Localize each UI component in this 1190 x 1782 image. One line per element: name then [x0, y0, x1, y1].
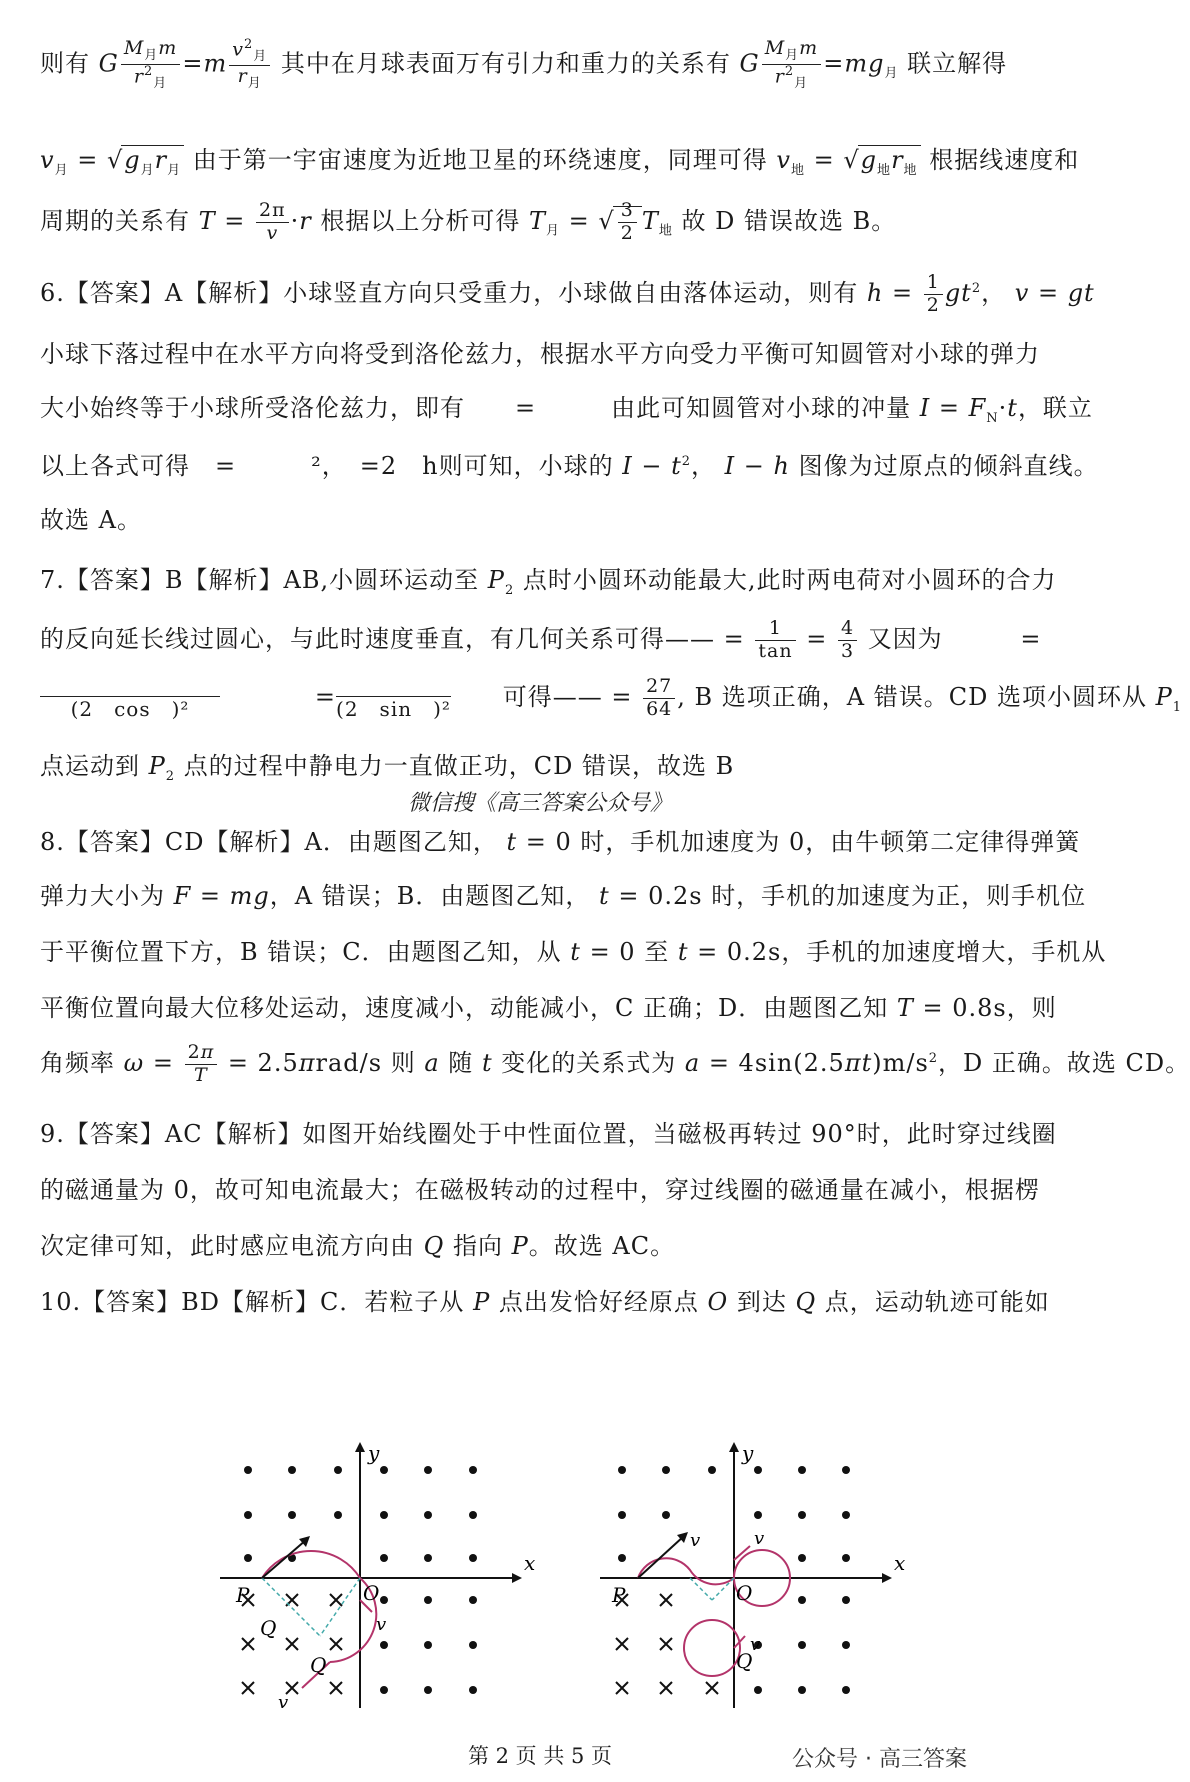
q9-line-1 [40, 1114, 1057, 1149]
text: 的磁通量为 0，故可知电流最大；在磁极转动的过程中，穿过线圈的磁通量在减小，根据楞 [40, 1176, 1040, 1204]
text: 弹力大小为 [40, 882, 165, 910]
text: ，手机的加速度增大，手机从 [781, 938, 1107, 966]
q6-line-5 [40, 500, 1050, 535]
text: 点的过程中静电力一直做正功，CD 错误，故选 B [183, 752, 735, 780]
center-q-label: Q [260, 1616, 277, 1640]
text: 故选 A。 [40, 506, 142, 534]
text: 。故选 AC。 [528, 1232, 676, 1260]
formula: $\frac{v^2_月}{r_月}$ [229, 38, 270, 92]
line-3: 周期的关系有 T = $\frac{2\pi}{v}$ ·r 根据以上分析可得 $T_月$ = √ $\frac{3}{2}$ $T_地$ 故 D 错误故选 B。 [40, 199, 897, 244]
text: 根据以上分析可得 [320, 206, 521, 235]
text: 图像为过原点的倾斜直线。 [798, 452, 1099, 480]
y-axis-label: y [742, 1441, 754, 1465]
q6-line-3: 大小始终等于小球所受洛伦兹力，即有 = 由此可知圆管对小球的冲量 $I = F_N\cdot t$，联立 [40, 394, 1093, 426]
line-2: $v_月 = √g_月r_月$ 由于第一宇宙速度为近地卫星的环绕速度，同理可得 $v_地 = √g_地r_地$ 根据线速度和 [40, 146, 1080, 178]
text: 点运动到 [40, 752, 140, 780]
q8-line-3: 于平衡位置下方，B 错误；C．由题图乙知，从 t = 0 至 t = 0.2s，手机的加速度增大，手机从 [40, 938, 1107, 966]
text: ，D 正确。故选 CD。 [938, 1048, 1190, 1077]
trajectory-diagram-left [220, 1440, 540, 1713]
text: 由于第一宇宙速度为近地卫星的环绕速度，同理可得 [192, 146, 768, 174]
text: ，则 [1006, 994, 1057, 1022]
q7-line-1: 7.【答案】B【解析】AB,小圆环运动至 $P_2$ 点时小圆环动能最大,此时两电荷对小圆环的合力 [40, 566, 1057, 598]
text: 大小始终等于小球所受洛伦兹力，即有 = 由此可知圆管对小球的冲量 [40, 394, 912, 422]
text: 联立解得 [907, 49, 1008, 78]
text: 变化的关系式为 [501, 1048, 677, 1077]
text: 则有 [40, 49, 90, 78]
text: 故 D 错误故选 B。 [681, 206, 897, 235]
text: 可得—— [502, 683, 603, 711]
q8-line-5: 角频率 ω = $\frac{2\pi}{T}$ = 2.5πrad/s 则 a 随 t 变化的关系式为 $a = 4\sin(2.5\pi t)m/s^2$，D 正确。故选 CD。 [40, 1041, 1190, 1086]
velocity-label: v [690, 1530, 701, 1551]
formula: $\frac{M_月m}{r^2_月}$ [762, 38, 822, 92]
text: 根据线速度和 [929, 146, 1080, 174]
text: 次定律可知，此时感应电流方向由 [40, 1232, 415, 1260]
text: (2 cos )² [70, 697, 190, 721]
x-axis-label: x [894, 1551, 906, 1575]
site-stamp-logo [930, 1700, 1070, 1780]
text: 小球下落过程中在水平方向将受到洛伦兹力，根据水平方向受力平衡可知圆管对小球的弹力 [40, 340, 1040, 368]
velocity-label: v [754, 1528, 765, 1549]
q7-line-3: (2 cos )² = (2 sin )² 可得—— = $\frac{27}{64}$ , B 选项正确，A 错误。CD 选项小圆环从 $P_1$ [40, 676, 1050, 721]
text: B 选项正确，A 错误。CD 选项小圆环从 [694, 683, 1147, 711]
line-1: 则有 G $\frac{M_月m}{r^2_月}$ =m $\frac{v^2_月}{r_月}$ 其中在月球表面万有引力和重力的关系有 G $\frac{M_月m}{r^2_月}$ $=mg_月$ 联立解得 [40, 37, 1008, 91]
q6-line-2 [40, 334, 1050, 369]
text: 点出发恰好经原点 [498, 1288, 699, 1316]
q6-line-1: 6.【答案】A【解析】小球竖直方向只受重力，小球做自由落体运动，则有 h = $\frac{1}{2}$ $gt^2$， v = gt [40, 271, 1095, 316]
q8-line-1: 8.【答案】CD【解析】A．由题图乙知， t = 0 时，手机加速度为 0，由牛顿第二定律得弹簧 [40, 828, 1081, 856]
point-o-label: O [363, 1581, 380, 1605]
text: 到达 [736, 1288, 787, 1316]
text: 于平衡位置下方，B 错误；C．由题图乙知，从 [40, 938, 562, 966]
point-p-label: P [236, 1583, 250, 1607]
point-o-label: O [736, 1581, 753, 1605]
text: (2 sin )² [336, 697, 451, 721]
text: 点，运动轨迹可能如 [824, 1288, 1050, 1316]
text: ，联立 [1017, 394, 1093, 422]
q9-line-2 [40, 1170, 1050, 1205]
q7-line-4: 点运动到 $P_2$ 点的过程中静电力一直做正功，CD 错误，故选 B [40, 752, 735, 784]
text: ，A 错误；B．由题图乙知， [269, 882, 591, 910]
text: 角频率 [40, 1048, 115, 1077]
velocity-label: v [278, 1692, 289, 1713]
page-footer: 第 2 页 共 5 页 [467, 1744, 613, 1768]
text: 的反向延长线过圆心，与此时速度垂直，有几何关系可得—— [40, 624, 715, 653]
text: 又因为 [867, 624, 943, 653]
velocity-label: v [750, 1634, 761, 1655]
q8-line-2: 弹力大小为 F = mg，A 错误；B．由题图乙知， t = 0.2s 时，手机的加速度为正，则手机位 [40, 882, 1087, 910]
point-q-label: Q [310, 1653, 327, 1677]
text: 时，手机加速度为 0，由牛顿第二定律得弹簧 [580, 828, 1081, 856]
watermark-text: 微信搜《高三答案公众号》 [407, 791, 672, 816]
wechat-account-label: 公众号 · 高三答案 [792, 1747, 967, 1772]
text: 点时小圆环动能最大,此时两电荷对小圆环的合力 [522, 566, 1057, 594]
q7-line-2: 的反向延长线过圆心，与此时速度垂直，有几何关系可得—— = $\frac{1}{\tan}$ = $\frac{4}{3}$ 又因为 = [40, 617, 1042, 662]
velocity-label: v [376, 1614, 387, 1635]
text: 9.【答案】AC【解析】如图开始线圈处于中性面位置，当磁极再转过 90°时，此时穿过线圈 [40, 1120, 1057, 1148]
q6-line-4: 以上各式可得 = ²， =2 h则可知，小球的 $I - t^2$， I − h 图像为过原点的倾斜直线。 [40, 452, 1099, 480]
y-axis-label: y [368, 1441, 380, 1465]
text: 8.【答案】CD【解析】A．由题图乙知， [40, 828, 498, 856]
q10-line-1: 10.【答案】BD【解析】C．若粒子从 P 点出发恰好经原点 O 到达 Q 点，运动轨迹可能如 [40, 1288, 1050, 1316]
text: 其中在月球表面万有引力和重力的关系有 [280, 49, 731, 78]
text: 指向 [452, 1232, 503, 1260]
trajectory-diagram-right [600, 1440, 920, 1710]
text: 则 [390, 1048, 416, 1077]
q8-line-4: 平衡位置向最大位移处运动，速度减小，动能减小，C 正确；D．由题图乙知 T = 0.8s，则 [40, 994, 1057, 1022]
text: 时，手机的加速度为正，则手机位 [711, 882, 1087, 910]
text: 10.【答案】BD【解析】C．若粒子从 [40, 1288, 465, 1316]
text: 平衡位置向最大位移处运动，速度减小，动能减小，C 正确；D．由题图乙知 [40, 994, 889, 1022]
formula: $\frac{M_月m}{r^2_月}$ [121, 38, 181, 92]
text: 6.【答案】A【解析】小球竖直方向只受重力，小球做自由落体运动，则有 [40, 278, 859, 307]
text: 周期的关系有 [40, 206, 190, 235]
text: 以上各式可得 = ²， =2 h则可知，小球的 [40, 452, 614, 480]
formula: $\frac{2\pi}{v}$ [256, 200, 289, 245]
point-p-label: P [612, 1583, 626, 1607]
point-q-label: Q [736, 1649, 753, 1673]
text: 随 [448, 1048, 474, 1077]
text: 7.【答案】B【解析】AB,小圆环运动至 [40, 566, 480, 594]
x-axis-label: x [524, 1551, 536, 1575]
q9-line-3: 次定律可知，此时感应电流方向由 Q 指向 P。故选 AC。 [40, 1232, 676, 1260]
